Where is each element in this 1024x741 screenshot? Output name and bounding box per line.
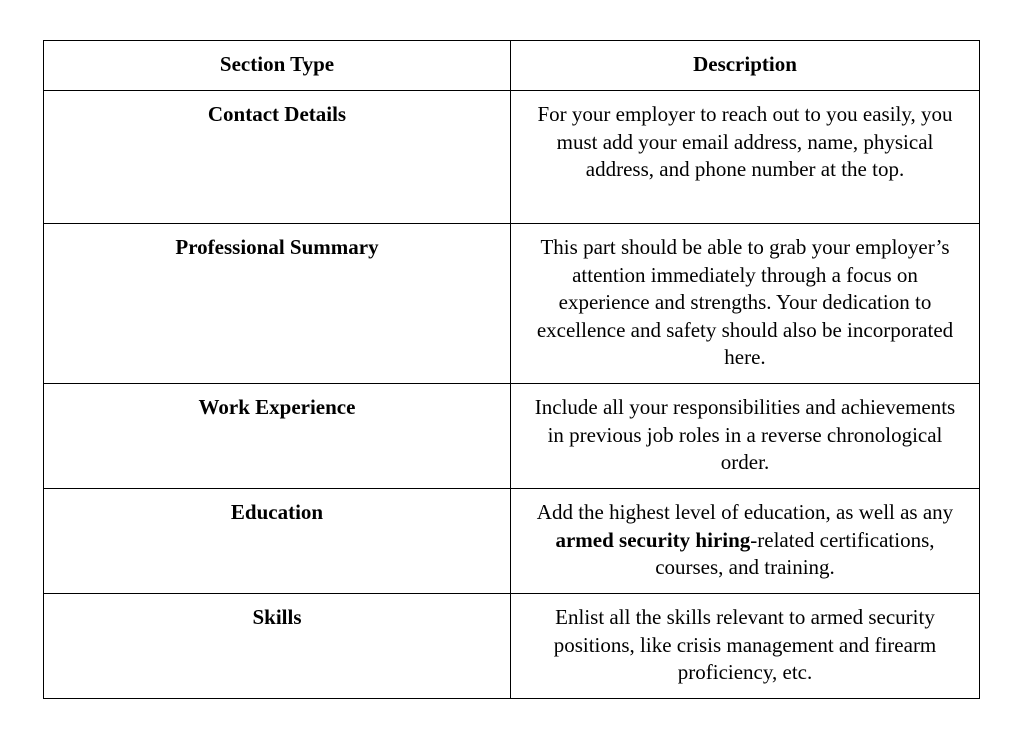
section-name: Contact Details [44, 91, 511, 224]
table-row [44, 91, 980, 224]
section-name: Education [44, 489, 511, 594]
section-name: Work Experience [44, 384, 511, 489]
section-description: This part should be able to grab your employer’s attention immediately through a focus on experience and strengths. Your dedication to excellence and safety should also be incorporated here. [511, 224, 980, 384]
section-name: Skills [44, 594, 511, 699]
description-text: -related certifications, courses, and training. [655, 527, 935, 579]
table-row [44, 384, 980, 489]
section-types-table [43, 40, 980, 699]
section-name: Professional Summary [44, 224, 511, 384]
section-description: For your employer to reach out to you easily, you must add your email address, name, physical address, and phone number at the top. [511, 91, 980, 224]
table-row [44, 594, 980, 699]
header-description: Description [511, 41, 980, 91]
table-row [44, 224, 980, 384]
section-description: Enlist all the skills relevant to armed security positions, like crisis management and firearm proficiency, etc. [511, 594, 980, 699]
table-header-row [44, 41, 980, 91]
section-description [511, 489, 980, 594]
header-section-type: Section Type [44, 41, 511, 91]
description-bold-text: armed security hiring [555, 527, 751, 552]
table-row [44, 489, 980, 594]
description-text: Add the highest level of education, as well as any [536, 500, 954, 524]
section-description: Include all your responsibilities and achievements in previous job roles in a reverse chronological order. [511, 384, 980, 489]
